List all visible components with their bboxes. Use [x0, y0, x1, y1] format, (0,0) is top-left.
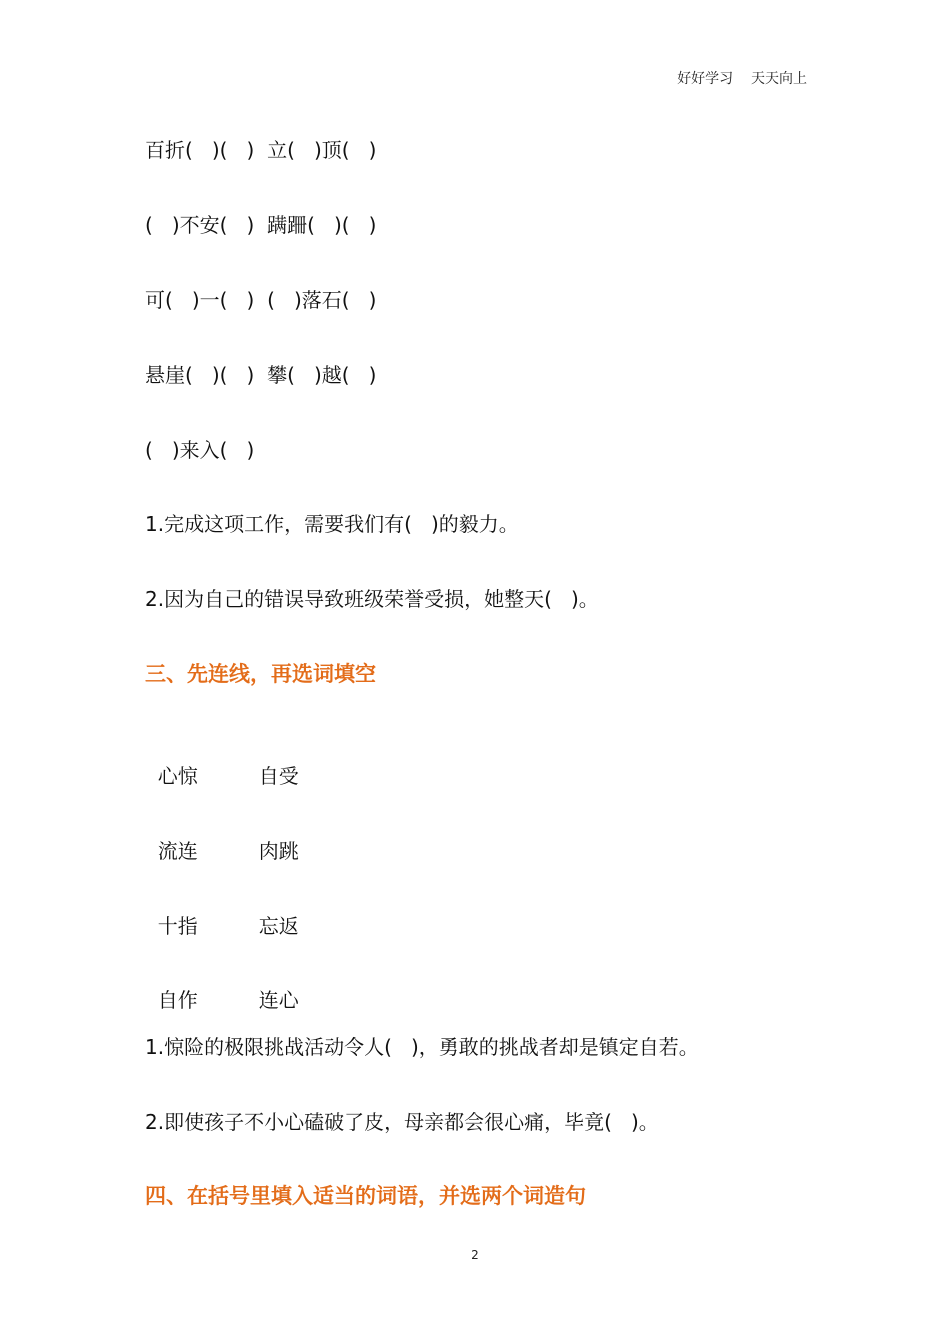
matching-right-word: 连心	[258, 988, 299, 1012]
matching-pair	[145, 809, 299, 865]
fill-blank-question: 1.完成这项工作，需要我们有( )的毅力。	[145, 512, 519, 536]
matching-left-word: 流连	[157, 839, 198, 863]
idiom-fill-line: 百折( )( ) 立( )顶( )	[145, 138, 377, 162]
page-number: 2	[471, 1248, 479, 1262]
page-header: 好好学习 天天向上	[677, 71, 807, 87]
matching-left-word: 自作	[157, 988, 198, 1012]
fill-blank-question: 2.即使孩子不小心磕破了皮，母亲都会很心痛，毕竟( )。	[145, 1110, 659, 1134]
matching-pair	[145, 958, 299, 1014]
fill-blank-question: 2.因为自己的错误导致班级荣誉受损，她整天( )。	[145, 587, 599, 611]
section-4-heading: 四、在括号里填入适当的词语，并选两个词造句	[145, 1184, 586, 1208]
matching-pair	[145, 884, 299, 940]
matching-right-word: 自受	[258, 764, 299, 788]
section-3-heading: 三、先连线，再选词填空	[145, 662, 376, 686]
matching-left-word: 十指	[157, 914, 198, 938]
idiom-fill-line: 可( )一( ) ( )落石( )	[145, 288, 377, 312]
fill-blank-question: 1.惊险的极限挑战活动令人( )，勇敢的挑战者却是镇定自若。	[145, 1035, 699, 1059]
matching-right-word: 忘返	[258, 914, 299, 938]
idiom-fill-line: 悬崖( )( ) 攀( )越( )	[145, 363, 377, 387]
idiom-fill-line: ( )不安( ) 蹒跚( )( )	[145, 213, 377, 237]
matching-left-word: 心惊	[157, 764, 198, 788]
idiom-fill-line: ( )来入( )	[145, 438, 255, 462]
matching-right-word: 肉跳	[258, 839, 299, 863]
matching-pair	[145, 734, 299, 790]
